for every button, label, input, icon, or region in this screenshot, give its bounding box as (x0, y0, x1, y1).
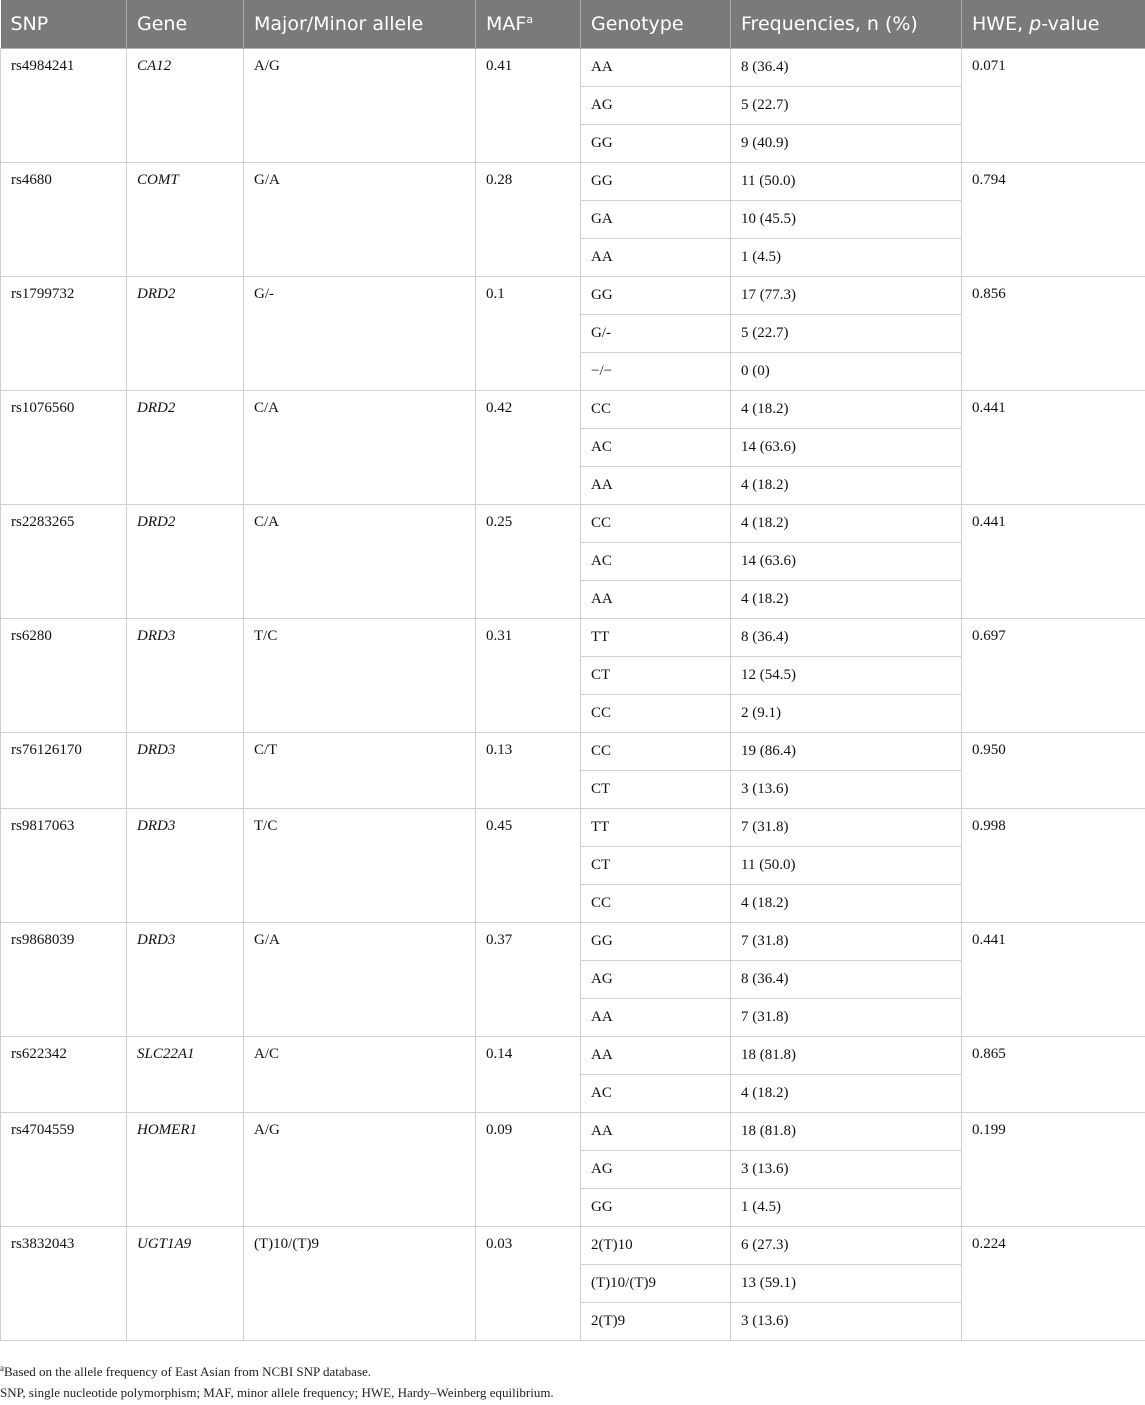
genotype-cell: AA (581, 1036, 731, 1074)
gene-cell: DRD3 (127, 808, 244, 922)
maf-cell: 0.14 (476, 1036, 581, 1112)
gene-cell: COMT (127, 162, 244, 276)
frequency-cell: 18 (81.8) (731, 1036, 962, 1074)
genotype-cell: AA (581, 466, 731, 504)
hwe-cell: 0.950 (962, 732, 1145, 808)
maf-cell: 0.41 (476, 48, 581, 162)
snp-cell: rs4704559 (1, 1112, 127, 1226)
header-snp: SNP (1, 0, 127, 48)
header-maf (476, 0, 581, 48)
frequency-cell: 8 (36.4) (731, 618, 962, 656)
frequency-cell: 8 (36.4) (731, 960, 962, 998)
table-body (1, 48, 1145, 1340)
table-row (1, 276, 1145, 314)
genotype-cell: GG (581, 922, 731, 960)
table-row (1, 1226, 1145, 1264)
genotype-cell: CC (581, 390, 731, 428)
snp-cell: rs9817063 (1, 808, 127, 922)
frequency-cell: 7 (31.8) (731, 998, 962, 1036)
gene-cell: DRD2 (127, 276, 244, 390)
allele-cell: A/C (244, 1036, 476, 1112)
genotype-cell: 2(T)10 (581, 1226, 731, 1264)
hwe-cell: 0.224 (962, 1226, 1145, 1340)
hwe-cell: 0.794 (962, 162, 1145, 276)
gene-cell: CA12 (127, 48, 244, 162)
hwe-cell: 0.441 (962, 922, 1145, 1036)
allele-cell: A/G (244, 1112, 476, 1226)
frequency-cell: 4 (18.2) (731, 390, 962, 428)
maf-cell: 0.13 (476, 732, 581, 808)
snp-cell: rs2283265 (1, 504, 127, 618)
hwe-cell: 0.441 (962, 390, 1145, 504)
genotype-cell: AG (581, 1150, 731, 1188)
genotype-cell: GG (581, 162, 731, 200)
header-hwe-prefix: HWE, (972, 13, 1029, 35)
genotype-cell: CT (581, 656, 731, 694)
allele-cell: G/A (244, 162, 476, 276)
genotype-cell: AC (581, 542, 731, 580)
frequency-cell: 4 (18.2) (731, 580, 962, 618)
genotype-cell: TT (581, 618, 731, 656)
frequency-cell: 12 (54.5) (731, 656, 962, 694)
frequency-cell: 7 (31.8) (731, 922, 962, 960)
frequency-cell: 4 (18.2) (731, 466, 962, 504)
snp-cell: rs1076560 (1, 390, 127, 504)
genotype-cell: AA (581, 1112, 731, 1150)
genotype-cell: CT (581, 770, 731, 808)
frequency-cell: 17 (77.3) (731, 276, 962, 314)
allele-cell: T/C (244, 618, 476, 732)
allele-cell: (T)10/(T)9 (244, 1226, 476, 1340)
table-row (1, 504, 1145, 542)
allele-cell: A/G (244, 48, 476, 162)
snp-cell: rs9868039 (1, 922, 127, 1036)
allele-cell: G/A (244, 922, 476, 1036)
snp-cell: rs4680 (1, 162, 127, 276)
footnote-a-text: Based on the allele frequency of East Asian from NCBI SNP database. (4, 1364, 371, 1379)
hwe-cell: 0.441 (962, 504, 1145, 618)
maf-cell: 0.25 (476, 504, 581, 618)
footnote-abbreviations: SNP, single nucleotide polymorphism; MAF, minor allele frequency; HWE, Hardy–Weinberg equilibrium. (0, 1384, 1145, 1401)
frequency-cell: 10 (45.5) (731, 200, 962, 238)
header-hwe-suffix: -value (1041, 13, 1099, 35)
hwe-cell: 0.856 (962, 276, 1145, 390)
gene-cell: UGT1A9 (127, 1226, 244, 1340)
allele-cell: C/A (244, 504, 476, 618)
genotype-cell: G/- (581, 314, 731, 352)
header-allele: Major/Minor allele (244, 0, 476, 48)
genotype-cell: AG (581, 960, 731, 998)
snp-cell: rs76126170 (1, 732, 127, 808)
header-maf-label: MAF (486, 13, 526, 35)
header-genotype: Genotype (581, 0, 731, 48)
table-row (1, 390, 1145, 428)
genotype-cell: AC (581, 428, 731, 466)
frequency-cell: 3 (13.6) (731, 1302, 962, 1340)
genotype-cell: GG (581, 276, 731, 314)
gene-cell: HOMER1 (127, 1112, 244, 1226)
genotype-cell: 2(T)9 (581, 1302, 731, 1340)
table-header-row (1, 0, 1145, 48)
genotype-cell: AA (581, 48, 731, 86)
maf-cell: 0.31 (476, 618, 581, 732)
maf-cell: 0.1 (476, 276, 581, 390)
frequency-cell: 3 (13.6) (731, 1150, 962, 1188)
genotype-cell: AA (581, 998, 731, 1036)
genotype-cell: AG (581, 86, 731, 124)
genotype-cell: CC (581, 504, 731, 542)
allele-cell: C/T (244, 732, 476, 808)
frequency-cell: 5 (22.7) (731, 86, 962, 124)
genotype-cell: AA (581, 580, 731, 618)
frequency-cell: 11 (50.0) (731, 162, 962, 200)
snp-cell: rs6280 (1, 618, 127, 732)
table-row (1, 732, 1145, 770)
genotype-cell: AC (581, 1074, 731, 1112)
genotype-cell: GG (581, 124, 731, 162)
snp-cell: rs622342 (1, 1036, 127, 1112)
frequency-cell: 6 (27.3) (731, 1226, 962, 1264)
frequency-cell: 2 (9.1) (731, 694, 962, 732)
gene-cell: SLC22A1 (127, 1036, 244, 1112)
gene-cell: DRD3 (127, 618, 244, 732)
table-row (1, 48, 1145, 86)
maf-cell: 0.37 (476, 922, 581, 1036)
table-row (1, 1036, 1145, 1074)
hwe-cell: 0.071 (962, 48, 1145, 162)
gene-cell: DRD3 (127, 732, 244, 808)
genotype-cell: GA (581, 200, 731, 238)
frequency-cell: 1 (4.5) (731, 1188, 962, 1226)
footnote-a (0, 1360, 1145, 1380)
table-footnotes (0, 1360, 1145, 1405)
maf-cell: 0.45 (476, 808, 581, 922)
frequency-cell: 9 (40.9) (731, 124, 962, 162)
genotype-cell: CC (581, 884, 731, 922)
genotype-cell: GG (581, 1188, 731, 1226)
frequency-cell: 5 (22.7) (731, 314, 962, 352)
gene-cell: DRD2 (127, 390, 244, 504)
genotype-cell: TT (581, 808, 731, 846)
maf-cell: 0.09 (476, 1112, 581, 1226)
snp-cell: rs1799732 (1, 276, 127, 390)
genotype-cell: CC (581, 694, 731, 732)
allele-cell: G/- (244, 276, 476, 390)
gene-cell: DRD3 (127, 922, 244, 1036)
frequency-cell: 14 (63.6) (731, 428, 962, 466)
frequency-cell: 4 (18.2) (731, 1074, 962, 1112)
frequency-cell: 4 (18.2) (731, 504, 962, 542)
header-frequencies: Frequencies, n (%) (731, 0, 962, 48)
footnote-a-mark: a (0, 1363, 4, 1373)
table-row (1, 618, 1145, 656)
table-row (1, 1112, 1145, 1150)
hwe-cell: 0.998 (962, 808, 1145, 922)
frequency-cell: 19 (86.4) (731, 732, 962, 770)
frequency-cell: 11 (50.0) (731, 846, 962, 884)
header-maf-footnote-mark: a (526, 13, 533, 26)
frequency-cell: 0 (0) (731, 352, 962, 390)
frequency-cell: 13 (59.1) (731, 1264, 962, 1302)
snp-cell: rs4984241 (1, 48, 127, 162)
frequency-cell: 7 (31.8) (731, 808, 962, 846)
hwe-cell: 0.199 (962, 1112, 1145, 1226)
gene-cell: DRD2 (127, 504, 244, 618)
frequency-cell: 4 (18.2) (731, 884, 962, 922)
frequency-cell: 1 (4.5) (731, 238, 962, 276)
header-hwe (962, 0, 1145, 48)
genotype-cell: CC (581, 732, 731, 770)
genotype-cell: CT (581, 846, 731, 884)
frequency-cell: 18 (81.8) (731, 1112, 962, 1150)
table-row (1, 162, 1145, 200)
maf-cell: 0.42 (476, 390, 581, 504)
frequency-cell: 14 (63.6) (731, 542, 962, 580)
header-gene: Gene (127, 0, 244, 48)
table-row (1, 808, 1145, 846)
allele-cell: C/A (244, 390, 476, 504)
genotype-cell: (T)10/(T)9 (581, 1264, 731, 1302)
hwe-cell: 0.865 (962, 1036, 1145, 1112)
table-row (1, 922, 1145, 960)
maf-cell: 0.03 (476, 1226, 581, 1340)
frequency-cell: 3 (13.6) (731, 770, 962, 808)
snp-cell: rs3832043 (1, 1226, 127, 1340)
hwe-cell: 0.697 (962, 618, 1145, 732)
genotype-cell: −/− (581, 352, 731, 390)
maf-cell: 0.28 (476, 162, 581, 276)
header-hwe-p: p (1029, 13, 1041, 35)
allele-cell: T/C (244, 808, 476, 922)
frequency-cell: 8 (36.4) (731, 48, 962, 86)
genotype-cell: AA (581, 238, 731, 276)
